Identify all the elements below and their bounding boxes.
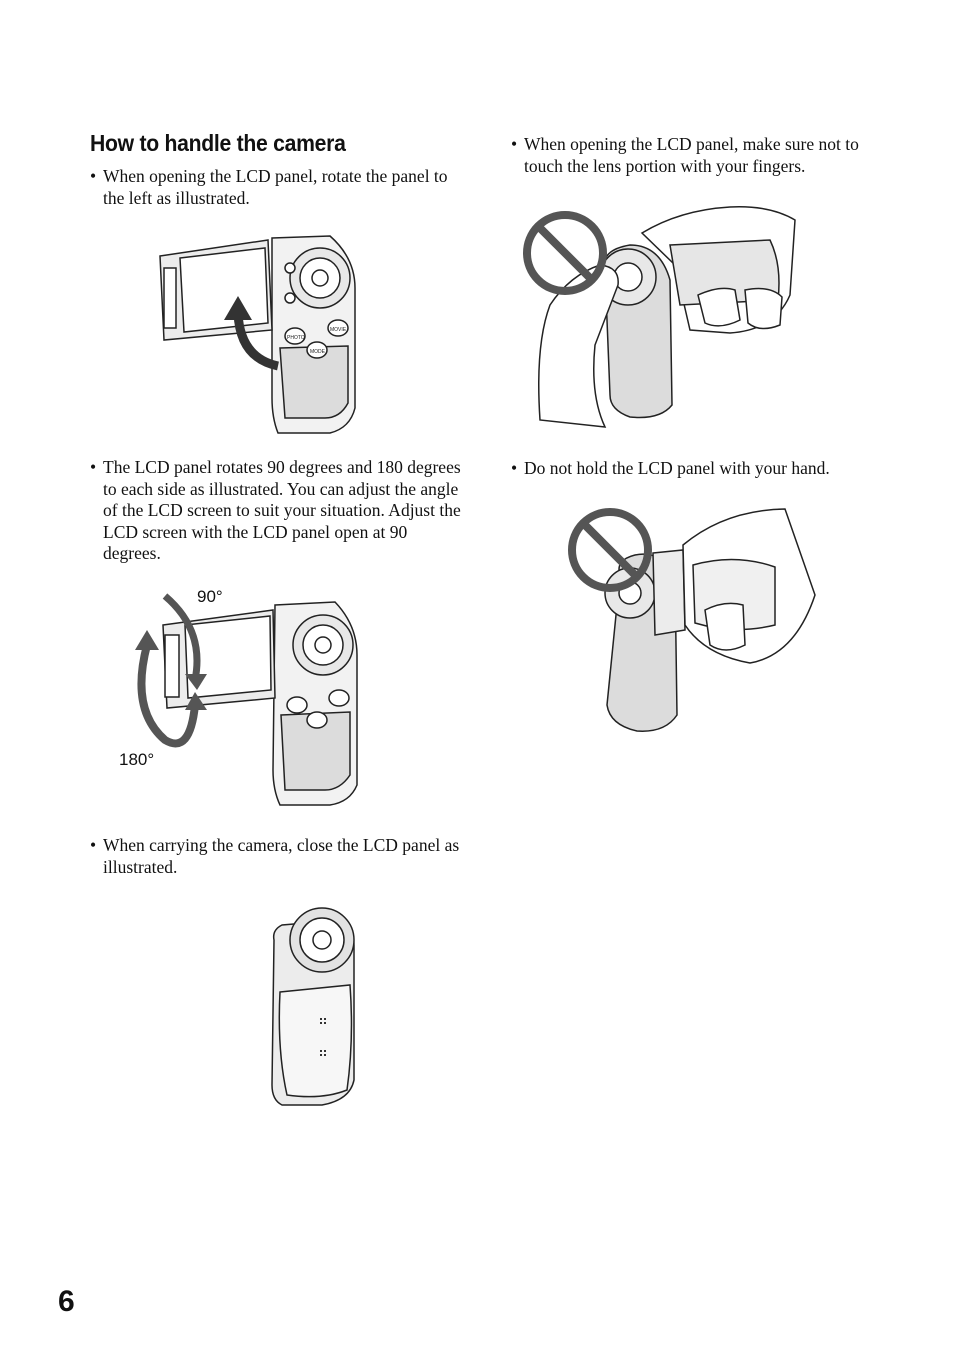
angle-180-label: 180° xyxy=(119,750,155,769)
bullet-hold-caution xyxy=(511,458,899,480)
mode-button-label: MODE xyxy=(310,349,325,355)
figure-closed-camera xyxy=(262,900,362,1110)
prohibited-icon xyxy=(527,215,603,291)
bullet-text: Do not hold the LCD panel with your hand. xyxy=(524,458,830,478)
bullet-carrying xyxy=(90,835,469,878)
bullet-lcd-rotation xyxy=(90,457,469,565)
photo-button-label: PHOTO xyxy=(287,335,305,341)
bullet-mark: • xyxy=(90,835,97,855)
bullet-mark: • xyxy=(511,458,518,478)
lcd-panel-closed xyxy=(279,985,351,1097)
bullet-open-lcd xyxy=(90,166,469,209)
bullet-text: When opening the LCD panel, rotate the panel to the left as illustrated. xyxy=(103,166,448,208)
bullet-mark: • xyxy=(90,166,97,186)
movie-button-label: MOVIE xyxy=(330,327,347,333)
bullet-lens-caution xyxy=(511,134,899,177)
page-number: 6 xyxy=(58,1285,75,1318)
figure-hold-lcd-prohibited xyxy=(565,505,825,740)
figure-lcd-rotation xyxy=(125,590,365,810)
bullet-text: The LCD panel rotates 90 degrees and 180 degrees to each side as illustrated. You can adjust the angle of the LCD screen to suit your situation. Adjust the LCD screen with the LCD panel open at 90 degrees. xyxy=(103,457,461,563)
bullet-text: When opening the LCD panel, make sure not to touch the lens portion with your fingers. xyxy=(524,134,859,176)
angle-90-label: 90° xyxy=(197,587,223,606)
figure-open-lcd xyxy=(150,228,365,438)
prohibited-icon xyxy=(572,512,648,588)
figure-lens-touch-prohibited xyxy=(520,205,800,430)
lcd-panel xyxy=(653,550,685,635)
page-heading: How to handle the camera xyxy=(90,130,346,156)
bullet-text: When carrying the camera, close the LCD panel as illustrated. xyxy=(103,835,460,877)
bullet-mark: • xyxy=(90,457,97,477)
bullet-mark: • xyxy=(511,134,518,154)
